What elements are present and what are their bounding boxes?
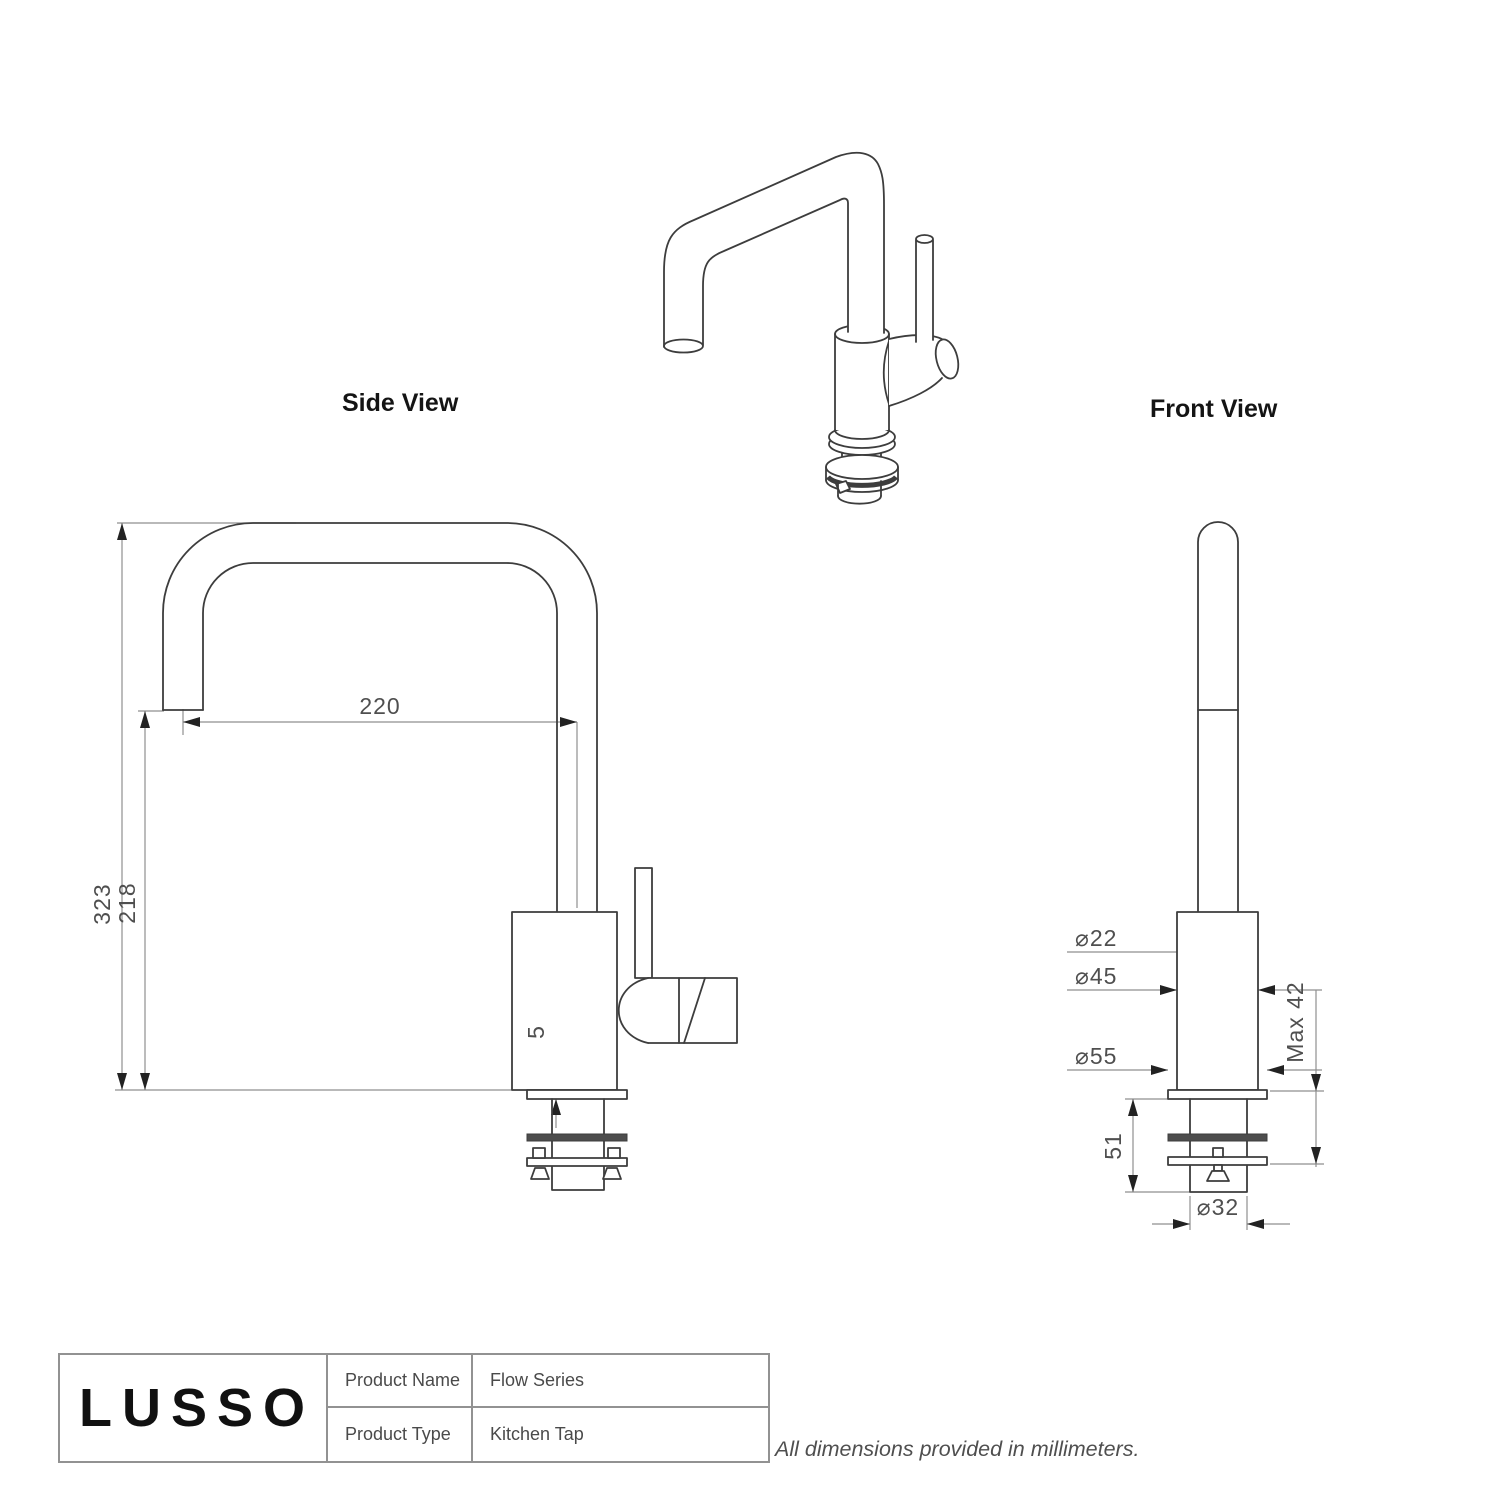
front-flange xyxy=(1168,1090,1267,1099)
front-backnut-plate xyxy=(1168,1157,1267,1165)
arrow-323-bottom xyxy=(117,1073,127,1090)
front-body xyxy=(1177,912,1258,1090)
dim-label-323: 323 xyxy=(89,883,115,925)
dim-label-d32: ⌀32 xyxy=(1196,1194,1240,1220)
arrow-51-bottom xyxy=(1128,1175,1138,1192)
front-washer xyxy=(1168,1134,1267,1141)
front-stud xyxy=(1213,1148,1223,1157)
side-stud-right xyxy=(608,1148,620,1158)
side-view-drawing xyxy=(89,523,737,1190)
side-housing xyxy=(648,978,737,1043)
arrow-218-bottom xyxy=(140,1073,150,1090)
arrow-max42-top xyxy=(1311,1074,1321,1091)
brand-logo: LUSSO xyxy=(78,1378,316,1438)
side-view-title: Side View xyxy=(342,389,459,417)
arrow-323-top xyxy=(117,523,127,540)
arrow-51-top xyxy=(1128,1099,1138,1116)
side-stud-left xyxy=(533,1148,545,1158)
product-type-label: Product Type xyxy=(328,1408,473,1461)
dim-label-d55: ⌀55 xyxy=(1075,1043,1118,1069)
side-housing-cap-arc xyxy=(619,978,648,1043)
arrow-220-left xyxy=(183,717,200,727)
side-screw-right xyxy=(603,1168,621,1179)
dim-label-220: 220 xyxy=(359,693,401,719)
persp-nut-top xyxy=(826,455,898,479)
arrow-220-right xyxy=(560,717,577,727)
arrow-d32-left xyxy=(1173,1219,1190,1229)
title-block xyxy=(58,1353,770,1463)
arrow-d32-right xyxy=(1247,1219,1264,1229)
side-screw-left xyxy=(531,1168,549,1179)
side-body xyxy=(512,912,617,1090)
front-view-drawing xyxy=(1067,522,1324,1230)
dimensions-note: All dimensions provided in millimeters. xyxy=(775,1437,1140,1461)
persp-lever-top xyxy=(916,235,933,243)
side-flange xyxy=(527,1090,627,1099)
side-backnut-plate xyxy=(527,1158,627,1166)
persp-cap-bottom xyxy=(838,496,881,504)
persp-lever-fill xyxy=(916,237,933,342)
side-washer xyxy=(527,1134,627,1141)
dim-label-218: 218 xyxy=(114,882,140,924)
front-spout-tube xyxy=(1198,522,1238,912)
arrow-d55-left xyxy=(1151,1065,1168,1075)
persp-spout-outlet xyxy=(664,340,703,353)
brand-cell xyxy=(60,1355,328,1461)
arrow-d45-left xyxy=(1160,985,1177,995)
product-name-value: Flow Series xyxy=(473,1355,768,1408)
arrow-d45-right xyxy=(1258,985,1275,995)
front-screw-head xyxy=(1207,1171,1229,1181)
product-name-label: Product Name xyxy=(328,1355,473,1408)
persp-body-fill xyxy=(835,330,889,430)
arrow-218-top xyxy=(140,711,150,728)
dim-label-max42: Max 42 xyxy=(1282,981,1308,1063)
side-spout-inner xyxy=(203,563,557,912)
side-lever xyxy=(635,868,652,978)
dim-label-d22: ⌀22 xyxy=(1075,925,1118,951)
front-view-title: Front View xyxy=(1150,395,1278,423)
arrow-max42-bottom xyxy=(1311,1147,1321,1164)
dim-label-d45: ⌀45 xyxy=(1075,963,1118,989)
persp-spout-fill xyxy=(664,153,884,347)
product-type-value: Kitchen Tap xyxy=(490,1424,584,1444)
arrow-d55-right xyxy=(1267,1065,1284,1075)
dim-label-51: 51 xyxy=(1100,1132,1126,1160)
perspective-view-drawing xyxy=(664,153,962,504)
dim-label-5: 5 xyxy=(523,1025,549,1039)
